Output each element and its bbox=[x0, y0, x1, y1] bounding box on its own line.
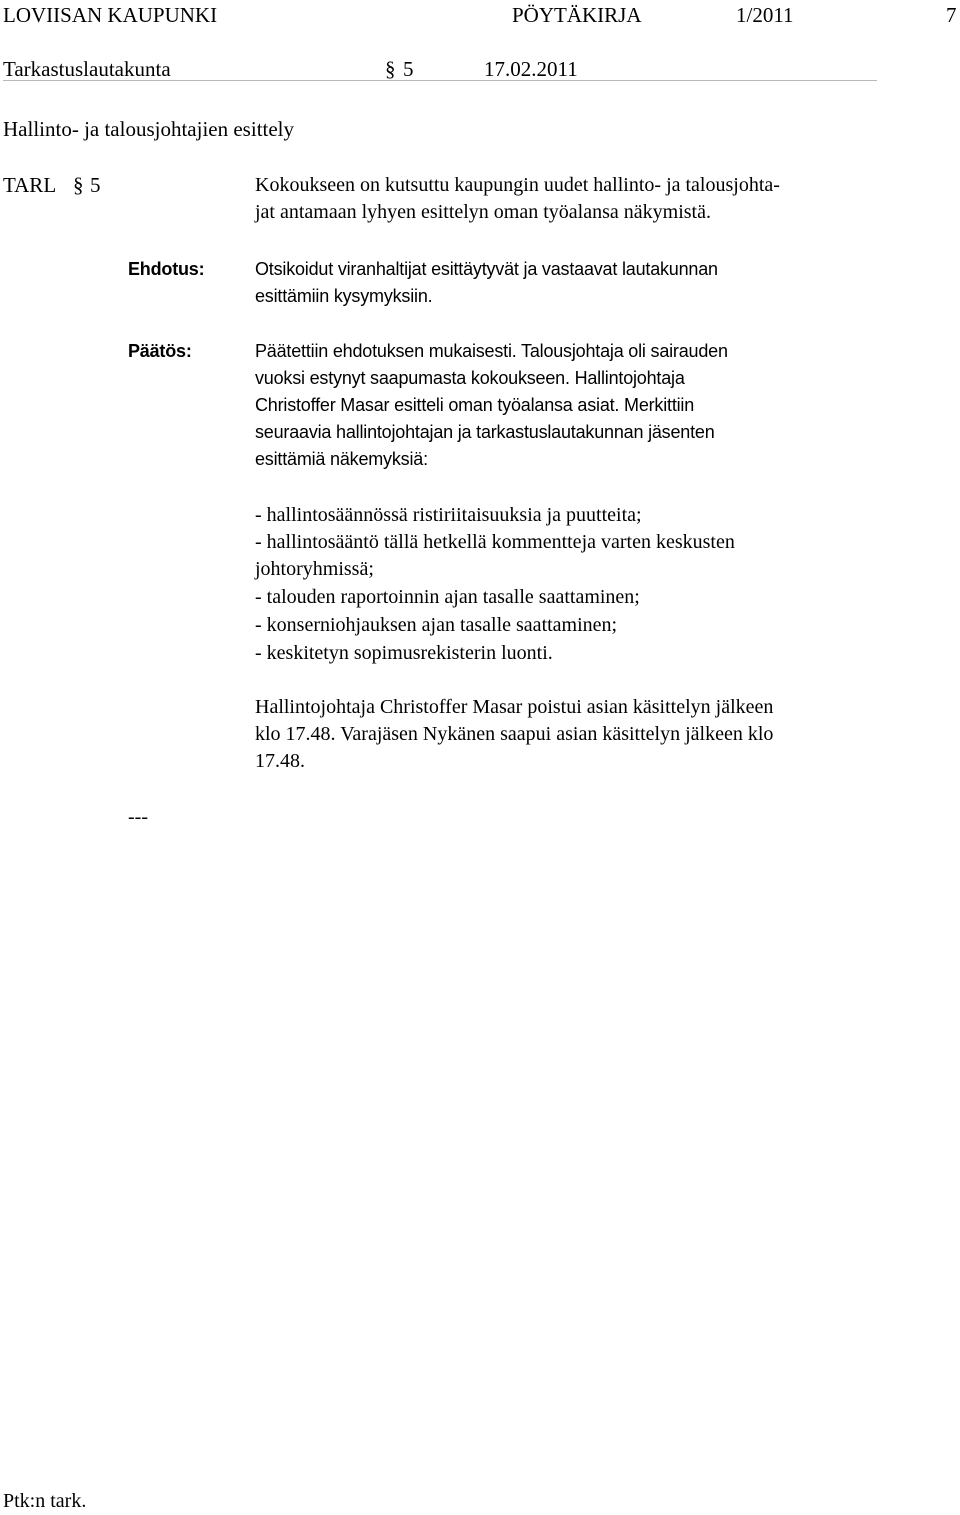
decision-list-item: - hallintosääntö tällä hetkellä kommentteja varten keskusten bbox=[255, 531, 735, 553]
closing-line: klo 17.48. Varajäsen Nykänen saapui asian käsittelyn jälkeen klo bbox=[255, 723, 774, 745]
page-number: 7 bbox=[946, 3, 957, 27]
decision-line: Päätettiin ehdotuksen mukaisesti. Talousjohtaja oli sairauden bbox=[255, 341, 728, 361]
section-number: 5 bbox=[403, 57, 414, 81]
city-name: LOVIISAN KAUPUNKI bbox=[3, 3, 218, 27]
proposal-line: Otsikoidut viranhaltijat esittäytyvät ja vastaavat lautakunnan bbox=[255, 259, 718, 279]
document-type: PÖYTÄKIRJA bbox=[512, 3, 642, 27]
item-title: Hallinto- ja talousjohtajien esittely bbox=[3, 117, 295, 141]
decision-list-item: - konserniohjauksen ajan tasalle saattaminen; bbox=[255, 614, 618, 636]
decision-list-item: - hallintosäännössä ristiriitaisuuksia ja puutteita; bbox=[255, 504, 642, 526]
intro-line: jat antamaan lyhyen esittelyn oman työalansa näkymistä. bbox=[255, 201, 711, 223]
decision-line: Christoffer Masar esitteli oman työalansa asiat. Merkittiin bbox=[255, 395, 695, 415]
decision-list-item: johtoryhmissä; bbox=[255, 558, 374, 580]
closing-line: 17.48. bbox=[255, 750, 305, 772]
minutes-checker-label: Ptk:n tark. bbox=[3, 1490, 87, 1512]
meeting-date: 17.02.2011 bbox=[484, 57, 578, 81]
item-code: TARL bbox=[3, 173, 57, 197]
proposal-line: esittämiin kysymyksiin. bbox=[255, 286, 433, 306]
decision-label: Päätös: bbox=[128, 341, 192, 361]
document-number: 1/2011 bbox=[736, 3, 794, 27]
decision-line: seuraavia hallintojohtajan ja tarkastuslautakunnan jäsenten bbox=[255, 422, 715, 442]
section-separator: --- bbox=[128, 806, 148, 828]
intro-line: Kokoukseen on kutsuttu kaupungin uudet hallinto- ja talousjohta- bbox=[255, 174, 780, 196]
decision-list-item: - talouden raportoinnin ajan tasalle saattaminen; bbox=[255, 586, 640, 608]
decision-list-item: - keskitetyn sopimusrekisterin luonti. bbox=[255, 642, 553, 664]
item-section-symbol: § bbox=[73, 173, 84, 197]
proposal-label: Ehdotus: bbox=[128, 259, 205, 279]
closing-line: Hallintojohtaja Christoffer Masar poistui asian käsittelyn jälkeen bbox=[255, 696, 774, 718]
committee-name: Tarkastuslautakunta bbox=[3, 57, 171, 81]
decision-line: vuoksi estynyt saapumasta kokoukseen. Hallintojohtaja bbox=[255, 368, 685, 388]
section-symbol: § bbox=[385, 57, 396, 81]
item-number: 5 bbox=[90, 173, 101, 197]
decision-line: esittämiä näkemyksiä: bbox=[255, 449, 428, 469]
header-divider bbox=[3, 80, 877, 81]
